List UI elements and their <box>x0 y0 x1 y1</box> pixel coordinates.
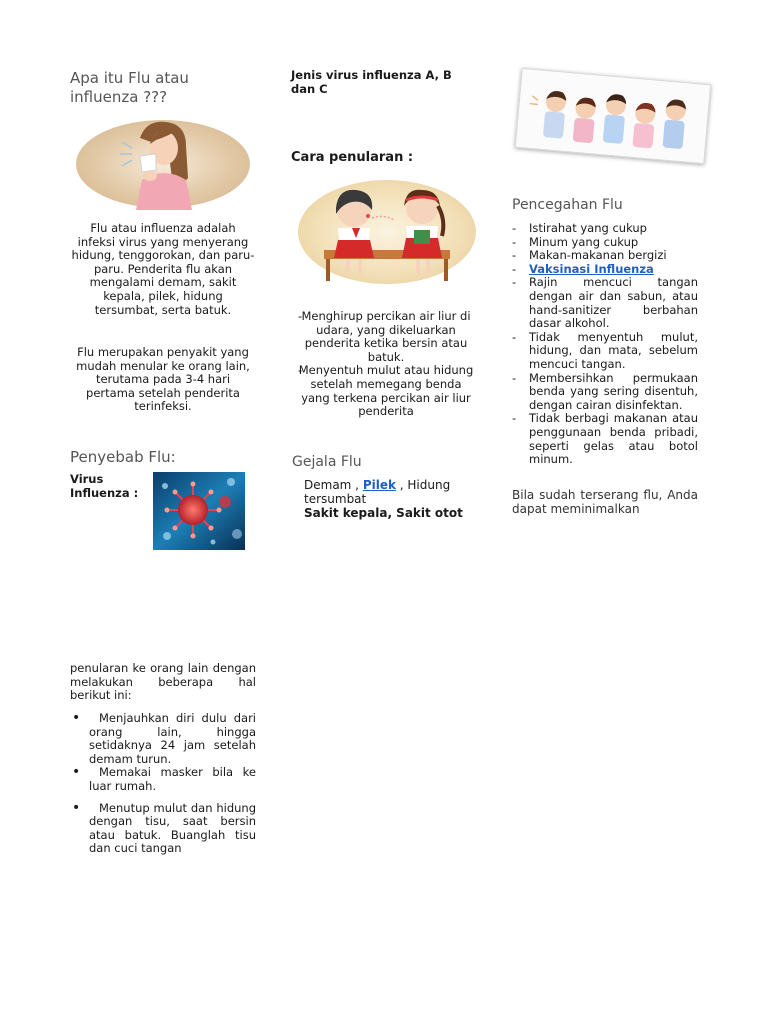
list-item-text: Menjauhkan diri dulu dari orang lain, hingga setidaknya 24 jam setelah demam turun. <box>89 711 256 766</box>
closing-paragraph: Bila sudah terserang flu, Anda dapat meminimalkan <box>512 488 698 516</box>
list-item-text: Minum yang cukup <box>529 234 639 249</box>
virus-influenza-label: Virus Influenza : <box>70 472 139 500</box>
cause-heading: Penyebab Flu: <box>70 448 176 466</box>
list-item <box>512 222 698 236</box>
list-item-text: Istirahat yang cukup <box>529 221 647 235</box>
pilek-link[interactable]: Pilek <box>362 478 396 492</box>
list-item <box>512 412 698 466</box>
symptoms-heading: Gejala Flu <box>292 454 362 470</box>
prevention-list <box>512 222 698 467</box>
intro-paragraph-1: Flu atau influenza adalah infeksi virus yang menyerang hidung, tenggorokan, dan paru-paru. Penderita flu akan mengalami demam, sakit kepala, pilek, hidung tersumbat, serta batuk. <box>71 221 255 317</box>
list-item <box>70 712 256 766</box>
sneezing-woman-illustration <box>76 118 251 210</box>
list-item <box>70 802 256 856</box>
list-item <box>298 364 474 418</box>
list-item <box>512 276 698 330</box>
transmission-heading: Cara penularan : <box>291 150 414 165</box>
list-item-text: Makan-makanan bergizi <box>529 248 667 263</box>
list-item <box>512 263 698 277</box>
list-item-text: Tidak menyentuh mulut, hidung, dan mata, sebelum mencuci tangan. <box>529 329 698 371</box>
list-item <box>70 766 256 793</box>
transmission-list <box>298 310 474 419</box>
virus-types-text: Jenis virus influenza A, B dan C <box>291 68 452 96</box>
list-item-text: Memakai masker bila ke luar rumah. <box>89 765 256 793</box>
list-item <box>298 310 474 364</box>
list-item <box>512 249 698 263</box>
list-item <box>512 331 698 372</box>
prevention-heading: Pencegahan Flu <box>512 197 623 213</box>
symptoms-suffix: , Hidung tersumbat <box>304 478 451 506</box>
list-item <box>512 236 698 250</box>
list-item-text: Rajin mencuci tangan dengan air dan sabun, atau hand-sanitizer berbahan dasar alkohol. <box>529 275 698 331</box>
children-sneezing-illustration <box>298 180 476 290</box>
symptoms-line-2: Sakit kepala, Sakit otot <box>304 506 463 520</box>
intro-paragraph-2: Flu merupakan penyakit yang mudah menular ke orang lain, terutama pada 3-4 hari pertama setelah penderita terinfeksi. <box>76 345 250 414</box>
symptoms-prefix: Demam , <box>304 478 363 492</box>
list-item-text: Menyentuh mulut atau hidung setelah memegang benda yang terkena percikan air liur penderita <box>298 363 474 419</box>
list-item-text: Menutup mulut dan hidung dengan tisu, saat bersin atau batuk. Buanglah tisu dan cuci tangan <box>89 800 256 856</box>
kids-sneezing-photo <box>515 68 711 164</box>
list-item-text: Membersihkan permukaan benda yang sering disentuh, dengan cairan disinfektan. <box>529 370 698 412</box>
list-item-text: Tidak berbagi makanan atau penggunaan benda pribadi, seperti gelas atau botol minum. <box>529 411 698 467</box>
list-item-text: Menghirup percikan air liur di udara, yang dikeluarkan penderita ketika bersin atau batuk. <box>301 309 471 364</box>
prevention-actions-list <box>70 712 256 856</box>
list-item <box>512 372 698 413</box>
virus-image <box>153 472 245 550</box>
bottom-intro-paragraph: penularan ke orang lain dengan melakukan beberapa hal berikut ini: <box>70 661 256 703</box>
title-what-is-flu: Apa itu Flu atau influenza ??? <box>70 69 189 106</box>
vaccination-link[interactable]: Vaksinasi Influenza <box>529 261 654 276</box>
symptoms-text <box>304 478 474 506</box>
